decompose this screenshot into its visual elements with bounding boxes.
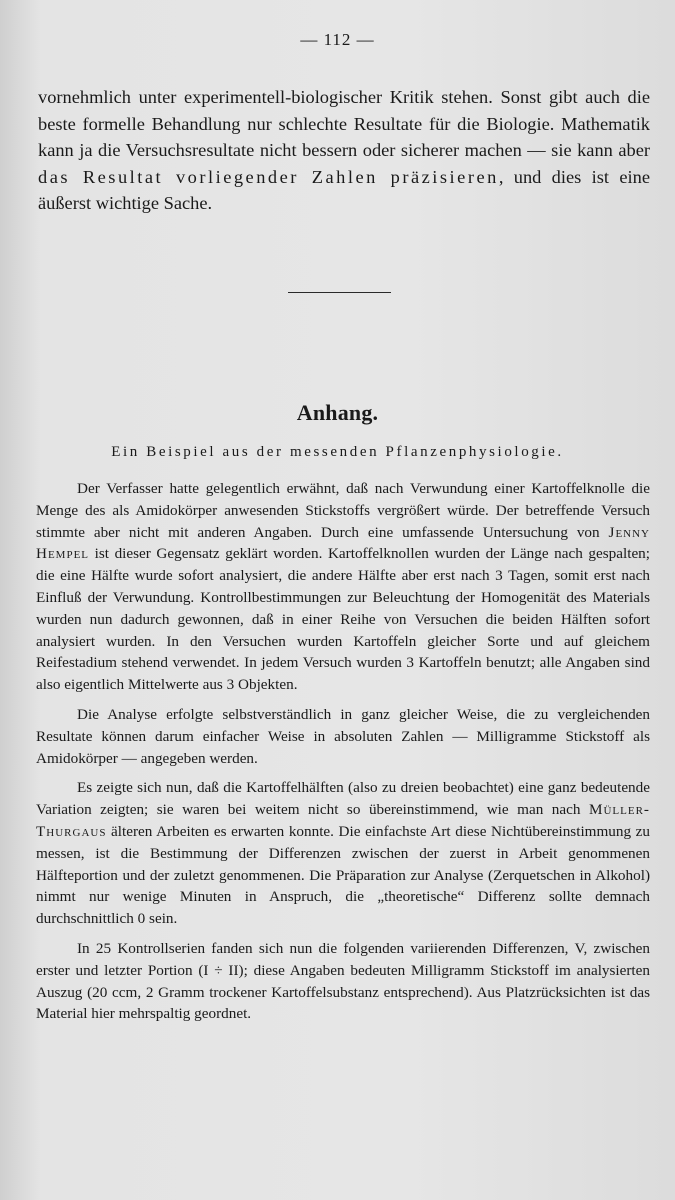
- paragraph-3: [36, 777, 650, 930]
- appendix-body: [36, 478, 650, 1033]
- page-number: — 112 —: [300, 30, 375, 49]
- paragraph-4: In 25 Kontrollserien fanden sich nun die folgenden variierenden Differenzen, V, zwischen erster und letzter Portion (I ÷ II); diese Angaben bedeuten Milligramm Stickstoff im analysierten Auszug (20 ccm, 2 Gramm trockener Kartoffelsubstanz entsprechend). Aus Platzrücksichten ist das Material hier mehrspaltig geordnet.: [36, 939, 650, 1023]
- closing-paragraph: [38, 84, 650, 217]
- closing-text-2: , und dies ist eine äußerst wichtige Sache.: [38, 166, 650, 213]
- closing-text-1: vornehmlich unter experimentell-biologischer Kritik stehen. Sonst gibt auch die beste formelle Behandlung nur schlechte Resultate für die Biologie. Mathematik kann ja die Versuchsresultate nicht bessern oder sicherer machen — sie kann aber: [38, 87, 650, 160]
- author-name-mueller-thurgau: Müller-Thurgaus: [36, 801, 650, 840]
- paragraph-2: Die Analyse erfolgte selbstverständlich in ganz gleicher Weise, die zu vergleichenden Resultate können darum einfacher Weise in absoluten Zahlen — Milligramme Stickstoff als Amidokörper — angegeben werden.: [36, 705, 650, 767]
- paragraph-1: [36, 478, 650, 696]
- author-name-hempel: Jenny Hempel: [36, 523, 650, 563]
- emphasized-text: das Resultat vorliegender Zahlen präzisieren: [38, 166, 499, 187]
- paragraph-1-text-b: ist dieser Gegensatz geklärt worden. Kartoffelknollen wurden der Länge nach gespalten; die eine Hälfte wurde sofort analysiert, die andere Hälfte aber erst nach 3 Tagen, somit erst nach Einfluß der Verwundung. Kontrollbestimmungen zur Beleuchtung der Homogenität des Materials wurden nun dadurch gewonnen, daß in einer Reihe von Versuchen die beiden Hälften sofort analysiert wurden. In den Versuchen wurden Kartoffeln gleicher Sorte und auf gleichem Reifestadium stehend verwendet. In jedem Versuch wurden 3 Kartoffeln benutzt; alle Angaben sind also eigentlich Mittelwerte aus 3 Objekten.: [36, 545, 650, 694]
- section-divider: [288, 292, 391, 293]
- paragraph-3-text-b: älteren Arbeiten es erwarten konnte. Die einfachste Art diese Nichtübereinstimmung zu messen, ist die Bestimmung der Differenzen zwischen der zuerst in Arbeit genommenen Hälfteportion und der zuletzt genommenen. Die Präparation zur Analyse (Zerquetschen in Alkohol) nimmt nur wenige Minuten in Anspruch, die „theoretische“ Differenz sollte demnach durchschnittlich 0 sein.: [36, 822, 650, 928]
- appendix-heading: Anhang.: [296, 400, 379, 425]
- paragraph-1-text-a: Der Verfasser hatte gelegentlich erwähnt, daß nach Verwundung einer Kartoffelknolle die Menge des als Amidokörper anwesenden Stickstoffs vergrößert würde. Der betreffende Versuch stimmte aber nicht mit anderen Angaben. Durch eine umfassende Untersuchung von: [36, 480, 650, 541]
- paragraph-3-text-a: Es zeigte sich nun, daß die Kartoffelhälften (also zu dreien beobachtet) eine ganz bedeutende Variation zeigten; sie waren bei weitem nicht so übereinstimmend, wie man nach: [36, 779, 650, 819]
- appendix-subheading: Ein Beispiel aus der messenden Pflanzenphysiologie.: [111, 444, 564, 460]
